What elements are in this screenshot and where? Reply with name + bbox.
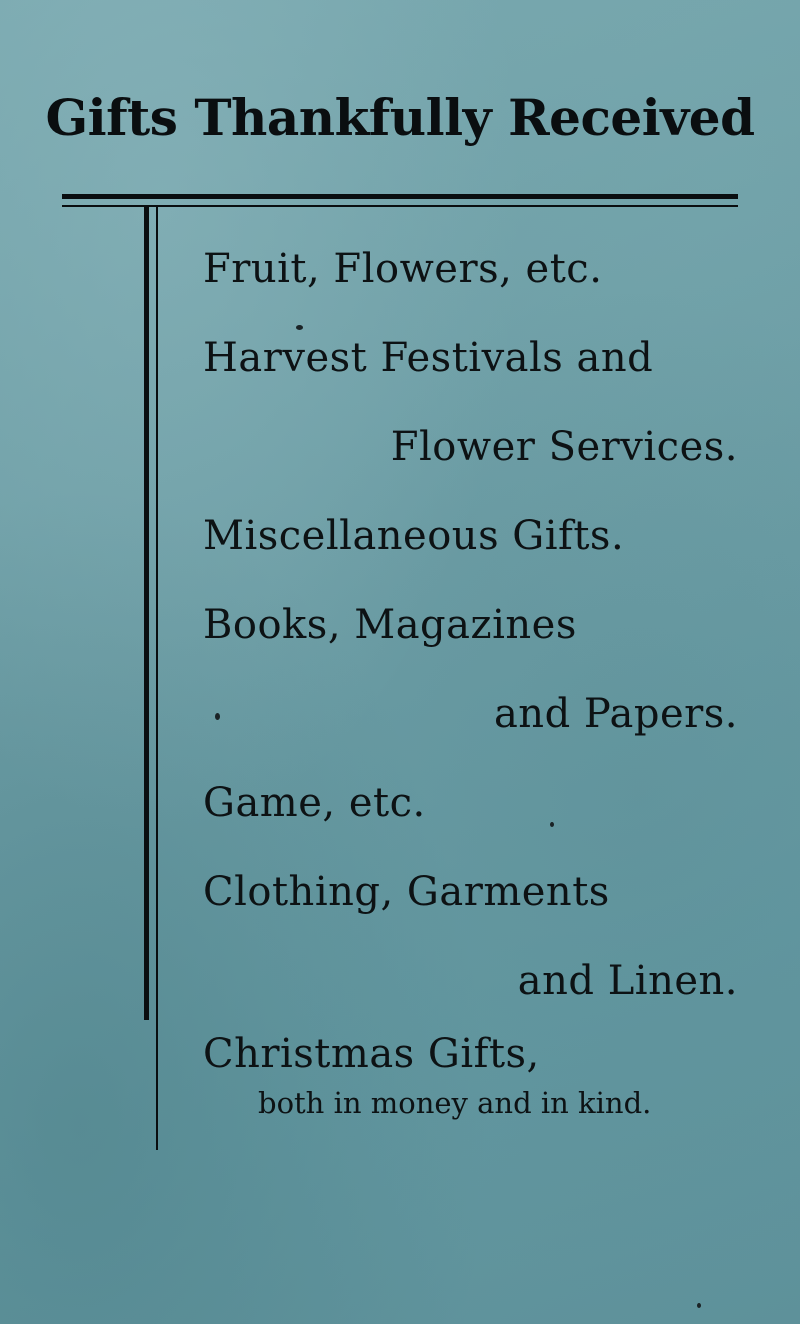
entry-and-linen: and Linen. [517, 958, 738, 1004]
paper-speck [296, 325, 303, 330]
entry-christmas-gifts: Christmas Gifts, [203, 1031, 540, 1077]
title-rule-thick [62, 194, 738, 199]
paper-speck [215, 713, 220, 720]
entry-harvest-festivals: Harvest Festivals and [203, 335, 654, 381]
entry-flower-services: Flower Services. [390, 424, 738, 470]
entry-miscellaneous-gifts: Miscellaneous Gifts. [203, 513, 625, 559]
paper-speck [697, 1303, 701, 1308]
entry-note-money-kind: both in money and in kind. [258, 1086, 652, 1120]
entry-game: Game, etc. [203, 780, 426, 826]
entry-fruit-flowers: Fruit, Flowers, etc. [203, 246, 603, 292]
entry-and-papers: and Papers. [493, 691, 738, 737]
margin-rule-thin [156, 205, 158, 1150]
entry-clothing-garments: Clothing, Garments [203, 869, 610, 915]
margin-rule-thick [144, 205, 149, 1020]
entry-books-magazines: Books, Magazines [203, 602, 577, 648]
paper-speck [550, 822, 554, 827]
page-title: Gifts Thankfully Received [45, 88, 755, 147]
title-rule-thin [62, 205, 738, 207]
